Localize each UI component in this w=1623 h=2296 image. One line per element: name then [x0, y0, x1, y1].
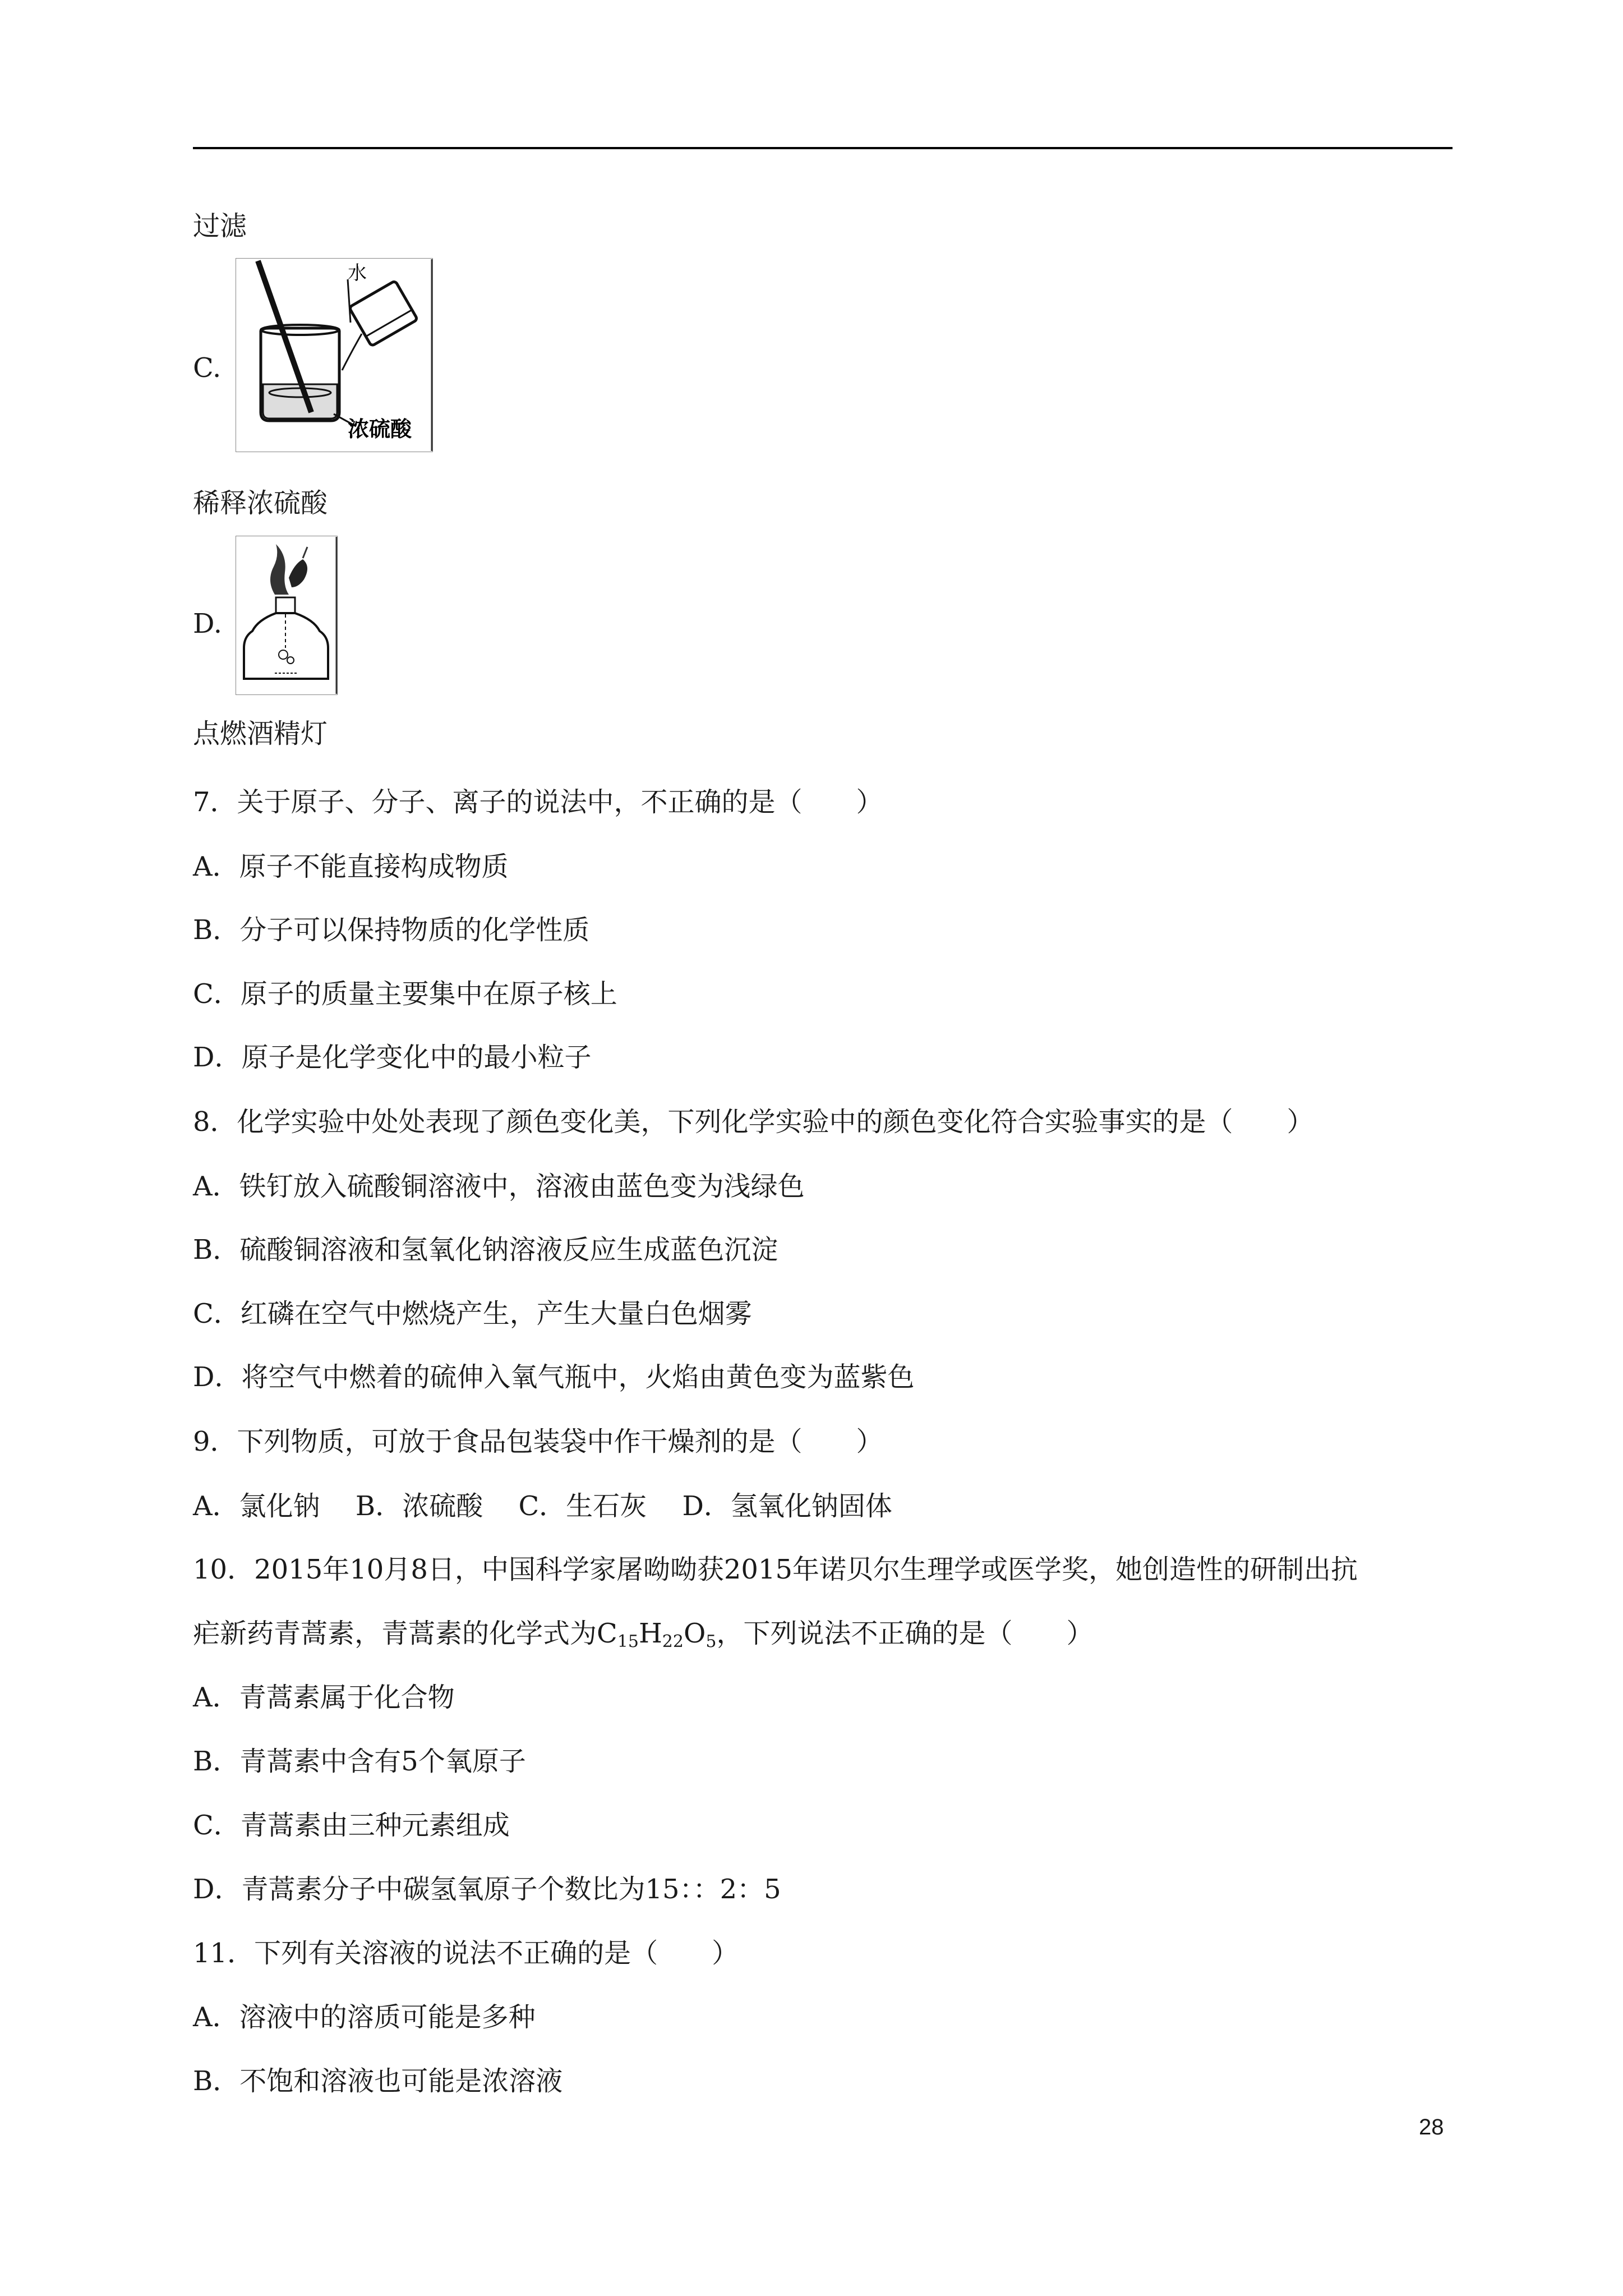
- q10-option-a: A．青蒿素属于化合物: [193, 1682, 455, 1713]
- fig-b-caption: 过滤: [193, 210, 247, 242]
- q8-option-c: C．红磷在空气中燃烧产生，产生大量白色烟雾: [193, 1298, 752, 1329]
- q10-stem-line1: 10．2015年10月8日，中国科学家屠呦呦获2015年诺贝尔生理学或医学奖，她创造性的研制出抗: [193, 1554, 1358, 1585]
- alcohol-lamp-figure: [236, 536, 338, 695]
- q7-stem: 7．关于原子、分子、离子的说法中，不正确的是（ ）: [193, 786, 883, 818]
- header-rule: [193, 147, 1453, 149]
- page-number: 28: [1419, 2115, 1444, 2139]
- q10-option-b: B．青蒿素中含有5个氧原子: [193, 1746, 526, 1777]
- q7-option-c: C．原子的质量主要集中在原子核上: [193, 978, 617, 1010]
- q11-option-b: B．不饱和溶液也可能是浓溶液: [193, 2065, 563, 2097]
- fig-d-caption: 点燃酒精灯: [193, 718, 328, 749]
- formula-o-sub: 5: [706, 1632, 717, 1651]
- formula-o: O: [683, 1618, 706, 1649]
- formula-h: H: [638, 1618, 662, 1649]
- q7-option-a: A．原子不能直接构成物质: [193, 851, 509, 882]
- acid-label: 浓硫酸: [348, 417, 412, 441]
- fig-c-caption: 稀释浓硫酸: [193, 487, 328, 519]
- q7-option-d: D．原子是化学变化中的最小粒子: [193, 1042, 592, 1073]
- fig-d-label: D.: [193, 608, 223, 639]
- water-label: 水: [348, 262, 367, 284]
- dilute-acid-figure: [236, 258, 433, 452]
- alcohol-lamp-icon: [236, 536, 338, 695]
- q10-option-c: C．青蒿素由三种元素组成: [193, 1810, 510, 1841]
- q7-option-b: B．分子可以保持物质的化学性质: [193, 914, 590, 946]
- formula-h-sub: 22: [662, 1632, 684, 1651]
- q11-stem: 11．下列有关溶液的说法不正确的是（ ）: [193, 1938, 739, 1969]
- fig-c-label: C.: [193, 352, 222, 384]
- q11-option-a: A．溶液中的溶质可能是多种: [193, 2001, 536, 2033]
- q8-stem: 8．化学实验中处处表现了颜色变化美，下列化学实验中的颜色变化符合实验事实的是（ ）: [193, 1106, 1314, 1138]
- formula-c: C: [597, 1618, 617, 1649]
- q10-stem-post: ，下列说法不正确的是（ ）: [716, 1618, 1094, 1649]
- q8-option-b: B．硫酸铜溶液和氢氧化钠溶液反应生成蓝色沉淀: [193, 1234, 778, 1266]
- q8-option-d: D．将空气中燃着的硫伸入氧气瓶中，火焰由黄色变为蓝紫色: [193, 1361, 915, 1393]
- beaker-diagram-icon: [236, 258, 433, 452]
- q8-option-a: A．铁钉放入硫酸铜溶液中，溶液由蓝色变为浅绿色: [193, 1171, 805, 1202]
- formula-c-sub: 15: [617, 1632, 639, 1651]
- q10-option-d: D．青蒿素分子中碳氢氧原子个数比为15：：2：5: [193, 1874, 781, 1905]
- q10-stem-line2: [193, 1617, 1093, 1650]
- q10-stem-pre: 疟新药青蒿素，青蒿素的化学式为: [193, 1618, 597, 1649]
- q9-stem: 9．下列物质，可放于食品包装袋中作干燥剂的是（ ）: [193, 1426, 883, 1457]
- q9-options: A．氯化钠 B．浓硫酸 C．生石灰 D．氢氧化钠固体: [193, 1490, 892, 1522]
- chemical-formula: [597, 1618, 716, 1649]
